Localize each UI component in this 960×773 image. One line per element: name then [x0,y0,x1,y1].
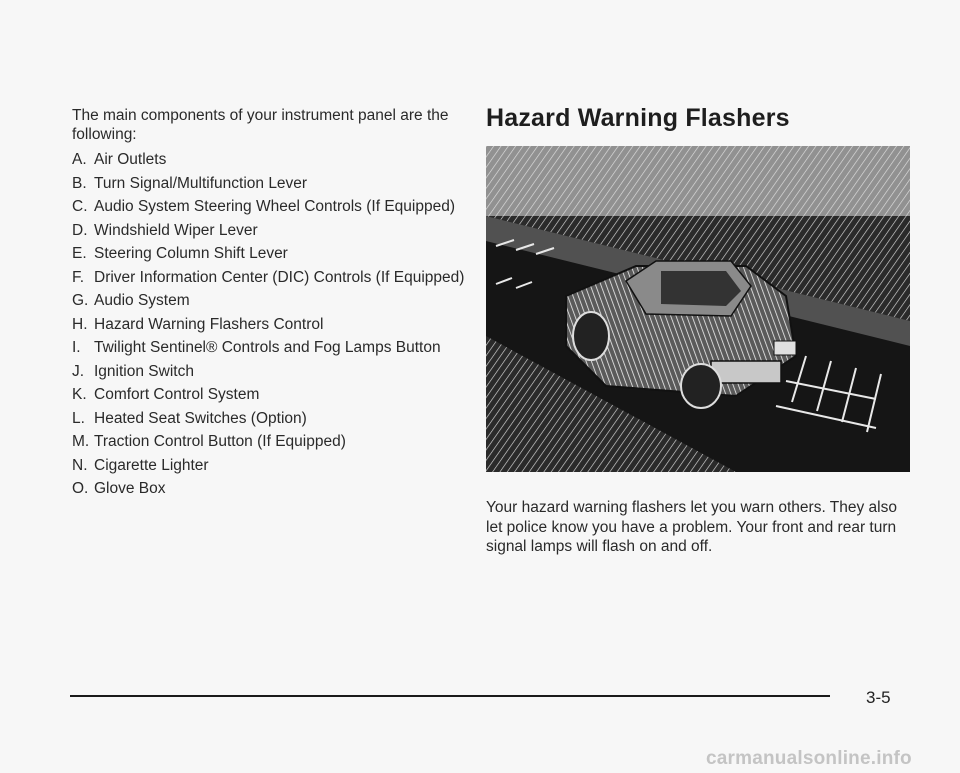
list-item: M. Traction Control Button (If Equipped) [72,433,346,450]
list-item: O. Glove Box [72,480,166,497]
components-list [72,150,472,498]
list-item: D. Windshield Wiper Lever [72,221,258,239]
car-on-road-image [486,146,910,472]
hazard-car-illustration [486,146,910,472]
page-number: 3-5 [866,688,891,707]
watermark-text: carmanualsonline.info [706,748,912,769]
list-item: C. Audio System Steering Wheel Controls (If Equipped) [72,198,455,215]
list-item: A. Air Outlets [72,151,167,168]
list-item: F. Driver Information Center (DIC) Controls (If Equipped) [72,268,465,286]
list-item: H. Hazard Warning Flashers Control [72,315,324,333]
hazard-description: Your hazard warning flashers let you warn others. They also let police know you have a problem. Your front and rear turn signal lamps will flash on and off. [486,499,897,555]
list-item: N. Cigarette Lighter [72,456,209,474]
components-section [72,106,472,503]
list-item: B. Turn Signal/Multifunction Lever [72,174,308,192]
section-heading: Hazard Warning Flashers [486,104,790,132]
components-intro: The main components of your instrument panel are the following: [72,107,449,143]
footer-rule [70,695,830,697]
list-item: I. Twilight Sentinel® Controls and Fog Lamps Button [72,339,441,356]
list-item: G. Audio System [72,292,190,309]
list-item: E. Steering Column Shift Lever [72,245,288,262]
list-item: J. Ignition Switch [72,362,194,380]
list-item: K. Comfort Control System [72,386,260,403]
list-item: L. Heated Seat Switches (Option) [72,409,307,427]
